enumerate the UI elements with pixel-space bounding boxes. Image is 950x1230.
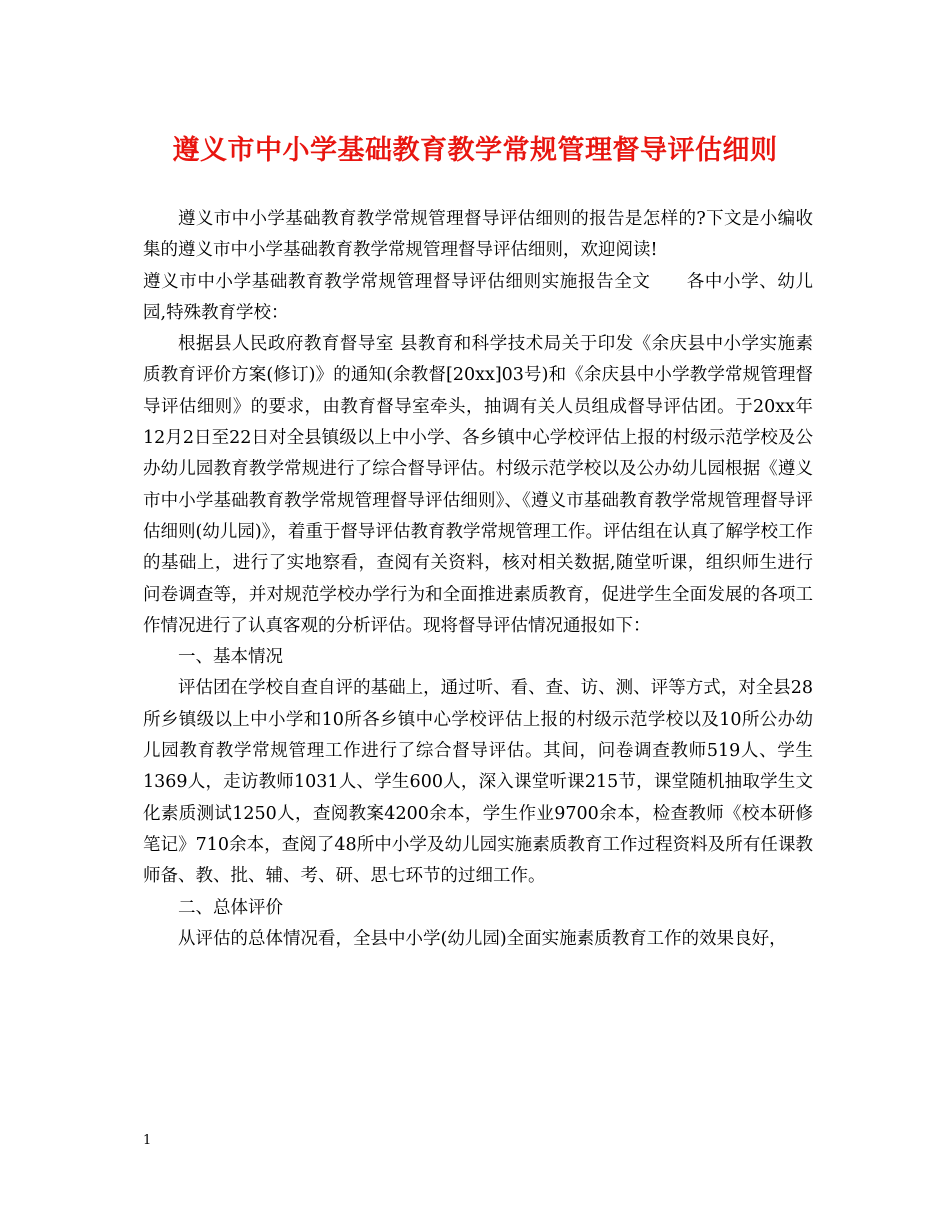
- page-number: 1: [143, 1133, 152, 1148]
- intro-paragraph: 遵义市中小学基础教育教学常规管理督导评估细则的报告是怎样的?下文是小编收集的遵义市中小学基础教育教学常规管理督导评估细则，欢迎阅读!: [143, 209, 813, 261]
- body-paragraph: 根据县人民政府教育督导室 县教育和科学技术局关于印发《余庆县中小学实施素质教育评价方案(修订)》的通知(余教督[20xx]03号)和《余庆县中小学教学常规管理督导评估细则》的要求，由教育督导室牵头，抽调有关人员组成督导评估团。于20xx年12月2日至22日对全县镇级以上中小学、各乡镇中心学校评估上报的村级示范学校及公办幼儿园教育教学常规进行了综合督导评估。村级示范学校以及公办幼儿园根据《遵义市中小学基础教育教学常规管理督导评估细则》、《遵义市基础教育教学常规管理督导评估细则(幼儿园)》，着重于督导评估教育教学常规管理工作。评估组在认真了解学校工作的基础上，进行了实地察看，查阅有关资料，核对相关数据,随堂听课，组织师生进行问卷调查等，并对规范学校办学行为和全面推进素质教育，促进学生全面发展的各项工作情况进行了认真客观的分析评估。现将督导评估情况通报如下：: [143, 334, 813, 636]
- document-body: [143, 204, 813, 955]
- document-title: 遵义市中小学基础教育教学常规管理督导评估细则: [172, 135, 778, 166]
- body-paragraph: 从评估的总体情况看，全县中小学(幼儿园)全面实施素质教育工作的效果良好，: [178, 928, 787, 949]
- body-paragraph: 评估团在学校自查自评的基础上，通过听、看、查、访、测、评等方式，对全县28所乡镇级以上中小学和10所各乡镇中心学校评估上报的村级示范学校以及10所公办幼儿园教育教学常规管理工作进行了综合督导评估。其间，问卷调查教师519人、学生1369人，走访教师1031人、学生600人，深入课堂听课215节，课堂随机抽取学生文化素质测试1250人，查阅教案4200余本，学生作业9700余本，检查教师《校本研修笔记》710余本，查阅了48所中小学及幼儿园实施素质教育工作过程资料及所有任课教师备、教、批、辅、考、研、思七环节的过细工作。: [143, 678, 813, 887]
- section-heading-basic: 一、基本情况: [178, 647, 283, 668]
- section-heading-overall: 二、总体评价: [178, 897, 283, 918]
- salutation-paragraph: 遵义市中小学基础教育教学常规管理督导评估细则实施报告全文 各中小学、幼儿园,特殊教育学校：: [143, 271, 813, 323]
